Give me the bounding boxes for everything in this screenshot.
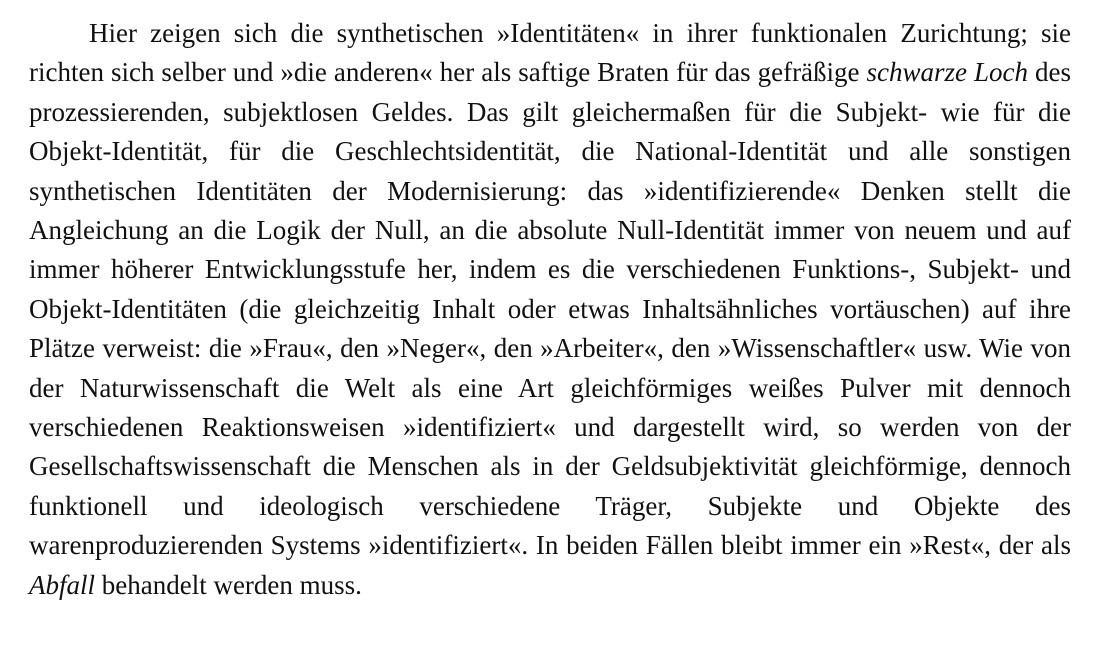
italic-phrase-schwarze-loch: schwarze Loch <box>866 57 1029 88</box>
body-paragraph <box>29 14 1071 605</box>
italic-word-abfall: Abfall <box>29 569 95 600</box>
text-segment: Hier zeigen sich die synthetischen »Identitäten« in ihrer funktionalen Zurichtung; sie richten sich selber und »die anderen« her als saftige Braten für das gefräßige <box>29 18 1071 88</box>
text-segment: des prozessierenden, subjektlosen Geldes. Das gilt gleichermaßen für die Subjekt- wie für die Objekt-Identität, für die Geschlechtsidentität, die National-Identität und alle sonstigen synthetischen Identitäten der Modernisierung: das »identifizierende« Denken stellt die Angleichung an die Logik der Null, an die absolute Null-Identität immer von neuem und auf immer höherer Entwicklungsstufe her, indem es die verschiedenen Funktions-, Subjekt- und Objekt-Identitäten (die gleichzeitig Inhalt oder etwas Inhaltsähnliches vortäuschen) auf ihre Plätze verweist: die »Frau«, den »Neger«, den »Arbeiter«, den »Wissenschaftler« usw. Wie von der Naturwissenschaft die Welt als eine Art gleichförmiges weißes Pulver mit dennoch verschiedenen Reaktionsweisen »identifiziert« und dargestellt wird, so werden von der Gesellschaftswissenschaft die Menschen als in der Geldsubjektivität gleichförmige, dennoch funktionell und ideologisch verschiedene Träger, Subjekte und Objekte des warenproduzierenden Systems »identifiziert«. In beiden Fällen bleibt immer ein »Rest«, der als <box>29 57 1072 561</box>
text-segment: behandelt werden muss. <box>95 569 362 600</box>
